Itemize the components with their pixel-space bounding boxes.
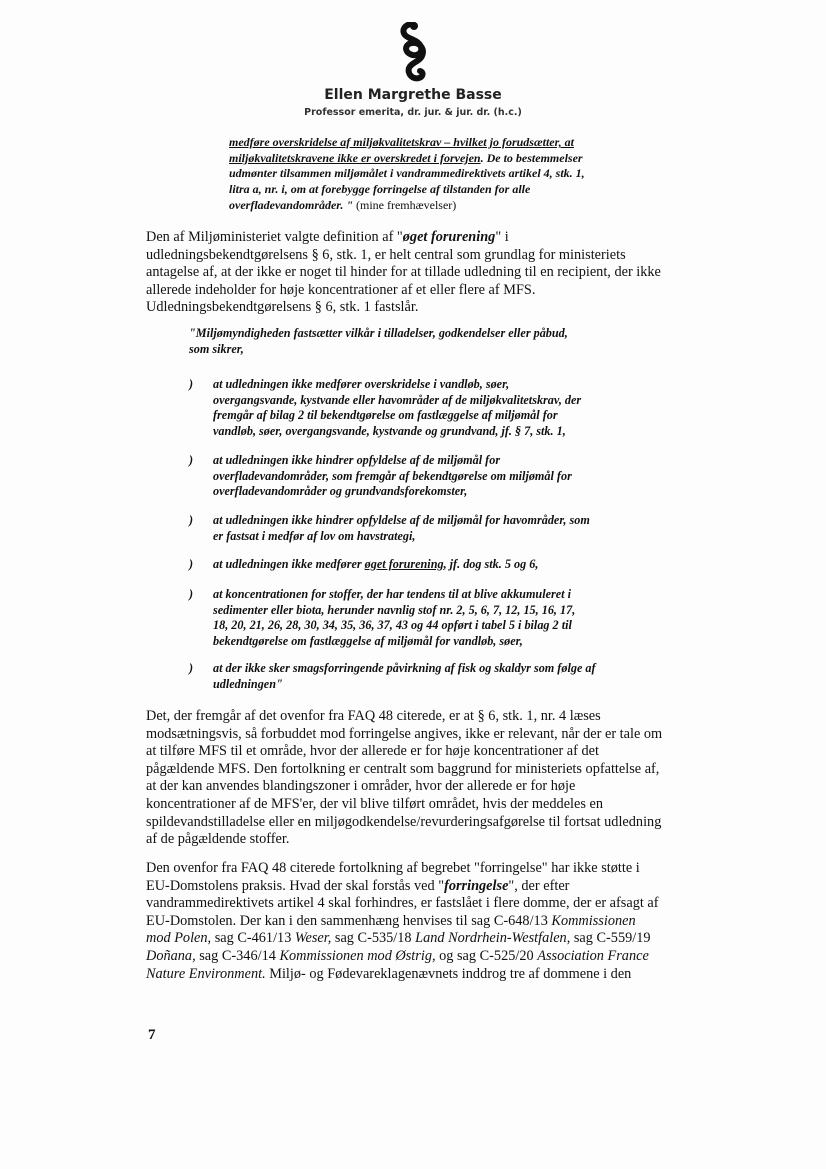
text-line: udledningsbekendtgørelsens § 6, stk. 1, er helt central som grundlag for ministeriets: [146, 246, 626, 263]
page-number: 7: [148, 1027, 156, 1043]
paragraph: [146, 708, 696, 849]
bullet-mark: ): [189, 453, 194, 467]
bullet-mark: ): [189, 557, 194, 571]
text-line: Det, der fremgår af det ovenfor fra FAQ 48 citerede, er at § 6, stk. 1, nr. 4 læses: [146, 708, 601, 724]
text-line: allerede indeholder for høje koncentrationer af et eller flere af MFS.: [146, 281, 536, 298]
text: , jf. dog stk. 5 og 6,: [443, 557, 539, 571]
paragraph: [146, 229, 696, 317]
case-name: Association France: [537, 947, 649, 964]
quote-note: (mine fremhævelser): [352, 197, 457, 212]
text-line: at der ikke sker smagsforringende påvirkning af fisk og skaldyr som følge af: [213, 661, 596, 675]
text-line: vandløb, søer, overgangsvande, kystvande og grundvand, jf. § 7, stk. 1,: [213, 424, 566, 439]
underlined-term: øget forurening: [364, 557, 444, 571]
case-name: Doñana,: [146, 947, 196, 964]
quote-line: litra a, nr. i, om at forebygge forringelse af tilstanden for alle: [229, 182, 531, 197]
case-name: Land Nordrhein-Westfalen: [415, 930, 567, 947]
quote-line: "Miljømyndigheden fastsætter vilkår i tilladelser, godkendelser eller påbud,: [189, 326, 568, 340]
bullet-mark: ): [189, 661, 194, 675]
text-line: er fastsat i medfør af lov om havstrategi,: [213, 528, 416, 543]
text-line: overgangsvande, kystvande eller havområder af de miljøkvalitetskrav, der: [213, 392, 582, 407]
text-line: antagelse af, at der ikke er noget til hinder for at tillade udledning til en recipient, der ikke: [146, 264, 661, 281]
quote-line: overfladevandområder. ": [229, 197, 353, 212]
text: sag C-535/18: [331, 930, 416, 947]
text: EU-Domstolens praksis. Hvad der skal forstås ved ": [146, 877, 445, 894]
quote-line: som sikrer,: [189, 341, 244, 356]
text-line: af de pågældende stoffer.: [146, 831, 290, 848]
case-name: Kommissionen: [551, 912, 636, 929]
author-name: Ellen Margrethe Basse: [324, 87, 502, 103]
text: EU-Domstolen. Der kan i den sammenhæng henvises til sag C-648/13: [146, 912, 552, 929]
text-line: overfladevandområder og grundvandsforekomster,: [213, 484, 468, 499]
quote-line: . De to bestemmelser: [480, 150, 583, 165]
paragraph-logo-icon: [393, 22, 433, 84]
case-name: Weser,: [294, 930, 332, 947]
text-line: at der kan anvendes blandingszoner i områder, hvor der allerede er for høje: [146, 778, 576, 795]
case-name: Kommissionen mod Østrig,: [279, 947, 436, 964]
text-line: modsætningsvis, så forbuddet mod forringelse angives, ikke er relevant, når der er tale om: [146, 725, 663, 742]
text: at udledningen ikke medfører: [213, 557, 365, 571]
text-line: koncentrationer af de MFS'er, der vil blive tilført området, hvis der meddeles en: [146, 795, 603, 812]
bullet-mark: ): [189, 513, 194, 527]
text-line: pågældende MFS. Den fortolkning er centralt som baggrund for ministeriets opfattelse af,: [146, 760, 660, 777]
text-line: overfladevandområder, som fremgår af bekendtgørelse om miljømål for: [213, 468, 572, 483]
text-line: fremgår af bilag 2 til bekendtgørelse om fastlæggelse af miljømål for: [213, 408, 558, 423]
paragraph: [146, 860, 696, 983]
text-line: vandrammedirektivets artikel 4 skal forhindres, er fastslået i flere domme, der er afsagt af: [146, 895, 659, 912]
text: og sag C-525/20: [435, 947, 538, 964]
text-line: spildevandstilladelse eller en miljøgodkendelse/revurderingsafgørelse til fortsat udledning: [146, 813, 662, 830]
text-line: at tilføre MFS til et område, hvor der allerede er for høje koncentrationer af det: [146, 743, 599, 760]
emphasis: øget forurening: [402, 229, 496, 245]
quote-continuation: [229, 135, 669, 214]
text: Miljø- og Fødevareklagenævnets inddrog tre af dommene i den: [265, 965, 632, 982]
author-title: Professor emerita, dr. jur. & jur. dr. (h.c.): [304, 107, 522, 118]
text: Den af Miljøministeriet valgte definition af ": [146, 229, 403, 245]
text: sag C-346/14: [195, 947, 280, 964]
text-line: at koncentrationen for stoffer, der har tendens til at blive akkumuleret i: [213, 587, 571, 601]
text-line: Udledningsbekendtgørelsens § 6, stk. 1 fastslår.: [146, 299, 419, 316]
quote-line: medføre overskridelse af miljøkvalitetskrav – hvilket jo forudsætter, at: [229, 135, 574, 149]
text: , sag C-559/19: [566, 930, 651, 947]
text: sag C-461/13: [211, 930, 295, 947]
text-line: sedimenter eller biota, herunder navnlig stof nr. 2, 5, 6, 7, 12, 15, 16, 17,: [213, 602, 576, 617]
text-line: udledningen": [213, 676, 283, 691]
text-line: Den ovenfor fra FAQ 48 citerede fortolkning af begrebet "forringelse" har ikke støtte i: [146, 860, 640, 876]
text: " i: [495, 229, 509, 245]
text: ", der efter: [508, 877, 570, 894]
bullet-mark: ): [189, 377, 194, 391]
quote-line: miljøkvalitetskravene ikke er overskredet i forvejen: [229, 150, 481, 165]
text-line: bekendtgørelse om fastlæggelse af miljømål for vandløb, søer,: [213, 634, 523, 649]
text-line: at udledningen ikke medfører overskridelse i vandløb, søer,: [213, 377, 510, 391]
quote-intro: [189, 326, 659, 357]
case-name: mod Polen,: [146, 930, 212, 947]
text-line: at udledningen ikke hindrer opfyldelse af de miljømål for: [213, 453, 501, 467]
case-name: Nature Environment.: [146, 965, 266, 982]
bullet-mark: ): [189, 587, 194, 601]
emphasis: forringelse: [444, 877, 509, 894]
quote-line: udmønter tilsammen miljømålet i vandrammedirektivets artikel 4, stk. 1,: [229, 166, 585, 181]
text-line: at udledningen ikke hindrer opfyldelse af de miljømål for havområder, som: [213, 513, 590, 527]
text-line: 18, 20, 21, 26, 28, 30, 34, 35, 36, 37, 43 og 44 opført i tabel 5 i bilag 2 til: [213, 618, 572, 633]
